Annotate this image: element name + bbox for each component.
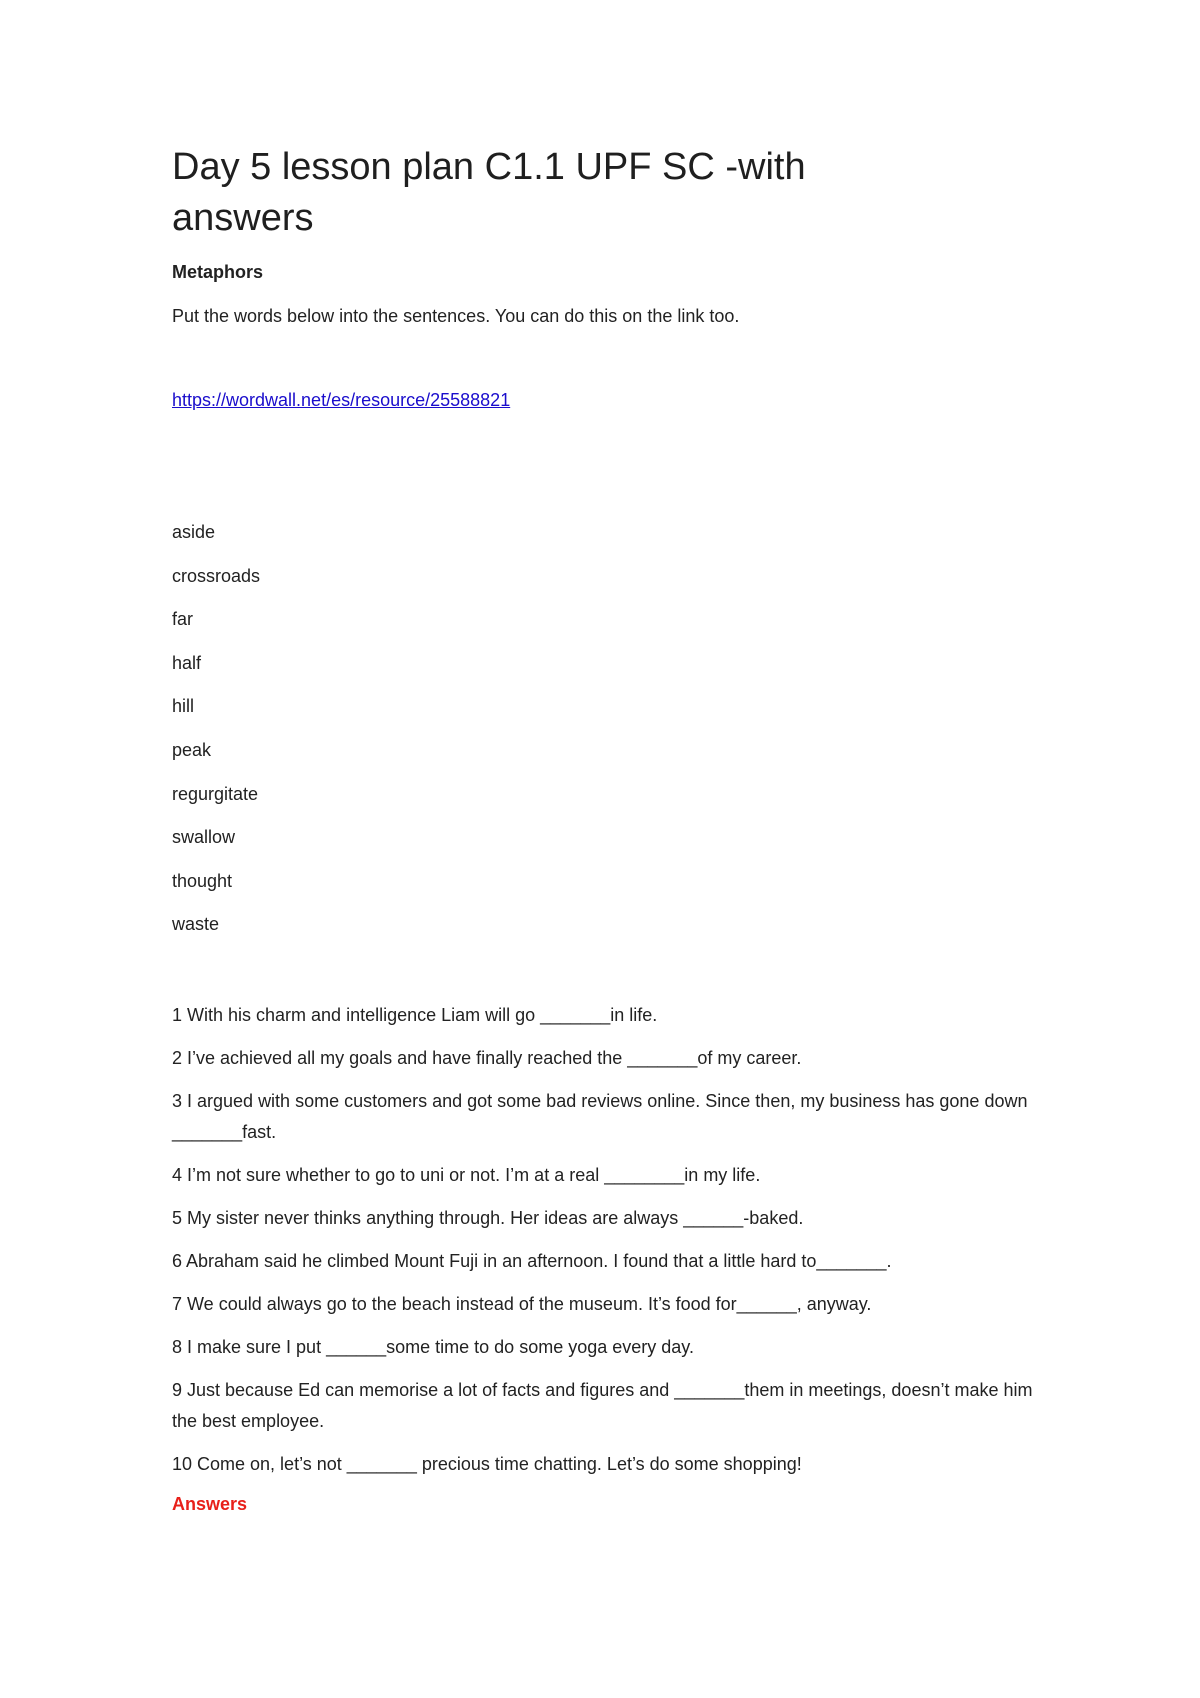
sentence-item: 5 My sister never thinks anything through. Her ideas are always ______-baked. — [172, 1208, 804, 1228]
sentence-item: 3 I argued with some customers and got some bad reviews online. Since then, my business has gone down _______fast. — [172, 1091, 1028, 1142]
sentence-item: 9 Just because Ed can memorise a lot of facts and figures and _______them in meetings, doesn’t make him the best employee. — [172, 1380, 1033, 1431]
sentence-list — [172, 1000, 1042, 1492]
sentence-item: 8 I make sure I put ______some time to do some yoga every day. — [172, 1337, 694, 1357]
word-item: aside — [172, 522, 216, 542]
section-heading: Metaphors — [172, 262, 264, 282]
sentence-item: 1 With his charm and intelligence Liam will go _______in life. — [172, 1005, 658, 1025]
word-item: waste — [172, 914, 220, 935]
word-item: half — [172, 652, 202, 673]
sentence-item: 7 We could always go to the beach instead of the museum. It’s food for______, anyway. — [172, 1294, 872, 1314]
word-item: peak — [172, 739, 212, 760]
word-item: thought — [172, 870, 233, 891]
answers-heading: Answers — [172, 1494, 248, 1514]
word-item: far — [172, 609, 194, 630]
sentence-item: 2 I’ve achieved all my goals and have finally reached the _______of my career. — [172, 1048, 802, 1068]
wordwall-link[interactable]: https://wordwall.net/es/resource/25588821 — [172, 390, 511, 410]
word-item: crossroads — [172, 565, 261, 586]
word-item: regurgitate — [172, 783, 259, 804]
word-list — [172, 521, 260, 957]
sentence-item: 4 I’m not sure whether to go to uni or not. I’m at a real ________in my life. — [172, 1165, 761, 1185]
sentence-item: 6 Abraham said he climbed Mount Fuji in an afternoon. I found that a little hard to_______. — [172, 1251, 892, 1271]
word-item: swallow — [172, 827, 236, 848]
word-item: hill — [172, 696, 195, 717]
instruction-text: Put the words below into the sentences. You can do this on the link too. — [172, 306, 740, 326]
document-title: Day 5 lesson plan C1.1 UPF SC -with answers — [172, 146, 806, 239]
sentence-item: 10 Come on, let’s not _______ precious time chatting. Let’s do some shopping! — [172, 1454, 802, 1474]
